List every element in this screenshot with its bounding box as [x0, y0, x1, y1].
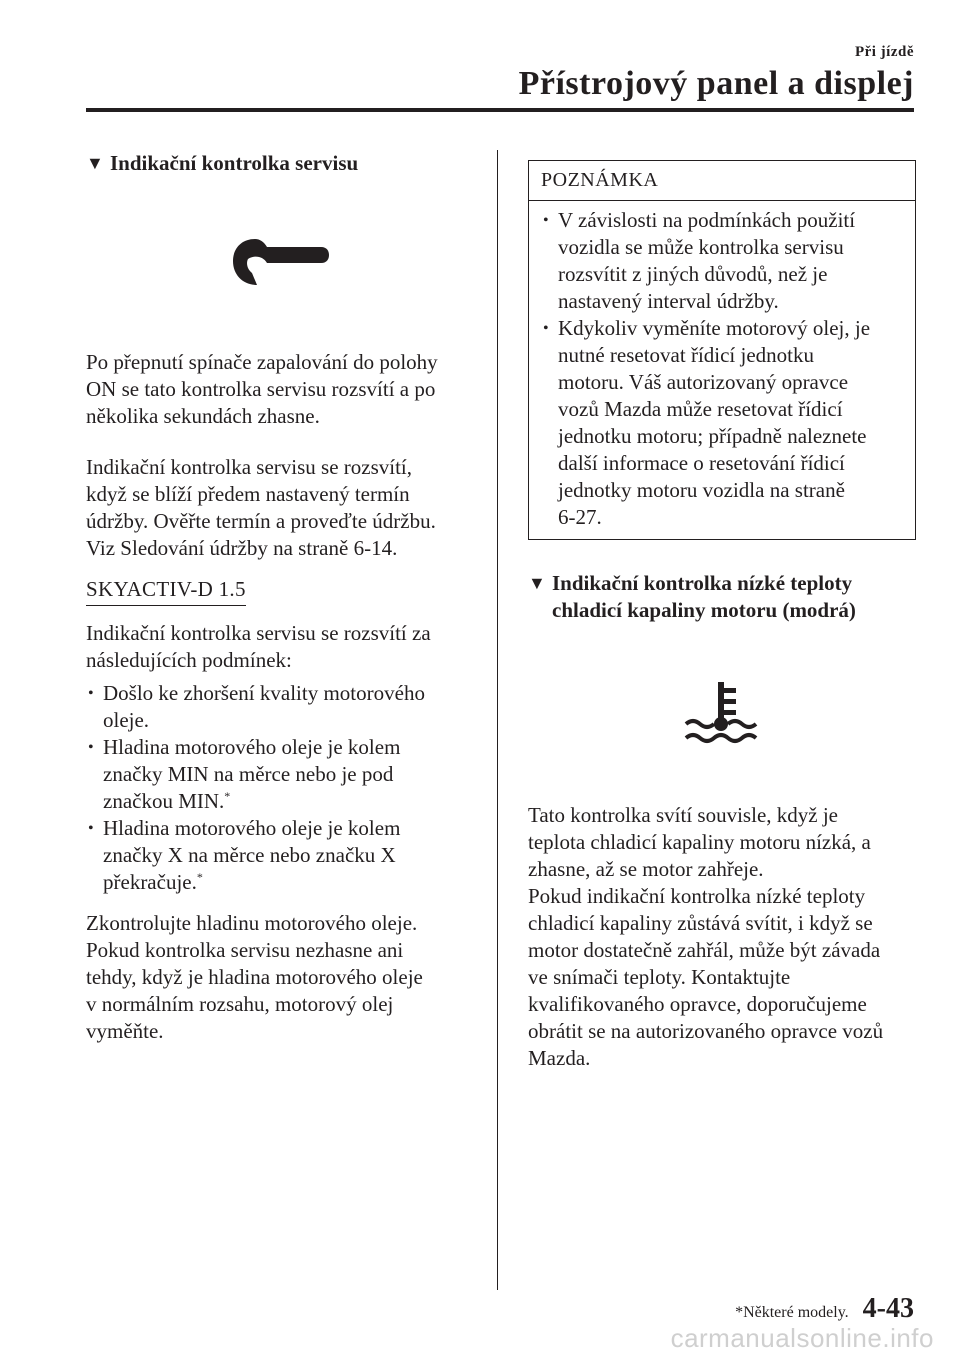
page-number: 4-43 [862, 1293, 914, 1324]
engine-subheading: SKYACTIV-D 1.5 [86, 576, 246, 606]
column-divider [497, 150, 498, 1290]
list-item: • V závislosti na podmínkách použití vozidla se může kontrolka servisu rozsvítit z jiných důvodů, než je nastavený interval údržby. [543, 208, 856, 313]
coolant-temperature-icon [528, 680, 916, 750]
page-footer [735, 1293, 914, 1325]
note-title: POZNÁMKA [529, 161, 915, 201]
list-item: • Hladina motorového oleje je kolem značky X na měrce nebo značku X překračuje.* [88, 816, 401, 894]
coolant-heading: ▼ Indikační kontrolka nízké teploty chladicí kapaliny motoru (modrá) [528, 571, 856, 622]
section-name: Při jízdě [854, 44, 914, 60]
footnote: *Některé modely. [735, 1304, 849, 1321]
watermark: carmanualsonline.info [670, 1323, 934, 1353]
paragraph-maintenance: Indikační kontrolka servisu se rozsvítí, když se blíží předem nastavený termín údržby. Ověřte termín a proveďte údržbu. Viz Sledování údržby na straně 6-14. [86, 455, 436, 560]
paragraph-conditions: Indikační kontrolka servisu se rozsvítí za následujících podmínek: [86, 621, 431, 672]
page-header [519, 44, 914, 103]
header-rule [86, 108, 914, 112]
footnote-mark: * [224, 789, 231, 803]
service-heading: ▼ Indikační kontrolka servisu [86, 151, 359, 175]
paragraph-coolant: Tato kontrolka svítí souvisle, když je teplota chladicí kapaliny motoru nízká, a zhasne, až se motor zahřeje. Pokud indikační kontrolka nízké teploty chladicí kapaliny zůstává svítit, i když se motor dostatečně zahřál, může být závada ve snímači teploty. Kontaktujte kvalifikovaného opravce, doporučujeme obrátit se na autorizovaného opravce vozů Mazda. [528, 803, 884, 1070]
note-list [541, 207, 903, 531]
right-column [528, 150, 916, 1072]
page-title: Přístrojový panel a displej [518, 65, 914, 102]
list-item: • Došlo ke zhoršení kvality motorového oleje. [88, 681, 425, 732]
paragraph-ignition: Po přepnutí spínače zapalování do polohy ON se tato kontrolka servisu rozsvítí a po několika sekundách zhasne. [86, 350, 438, 428]
footnote-mark: * [196, 870, 203, 884]
conditions-list [86, 680, 466, 896]
list-item: • Kdykoliv vyměníte motorový olej, je nutné resetovat řídicí jednotku motoru. Váš autorizovaný opravce vozů Mazda může resetovat řídicí jednotku motoru; případně naleznete další informace o resetování řídicí jednotky motoru vozidla na straně 6-27. [543, 316, 871, 529]
note-box [528, 160, 916, 540]
list-item: • Hladina motorového oleje je kolem značky MIN na měrce nebo je pod značkou MIN.* [88, 735, 401, 813]
wrench-icon [86, 235, 466, 291]
triangle-marker-icon: ▼ [86, 153, 104, 173]
paragraph-check-oil: Zkontrolujte hladinu motorového oleje. Pokud kontrolka servisu nezhasne ani tehdy, když je hladina motorového oleje v normálním rozsahu, motorový olej vyměňte. [86, 911, 423, 1043]
left-column [86, 150, 466, 1045]
triangle-marker-icon: ▼ [528, 573, 546, 593]
